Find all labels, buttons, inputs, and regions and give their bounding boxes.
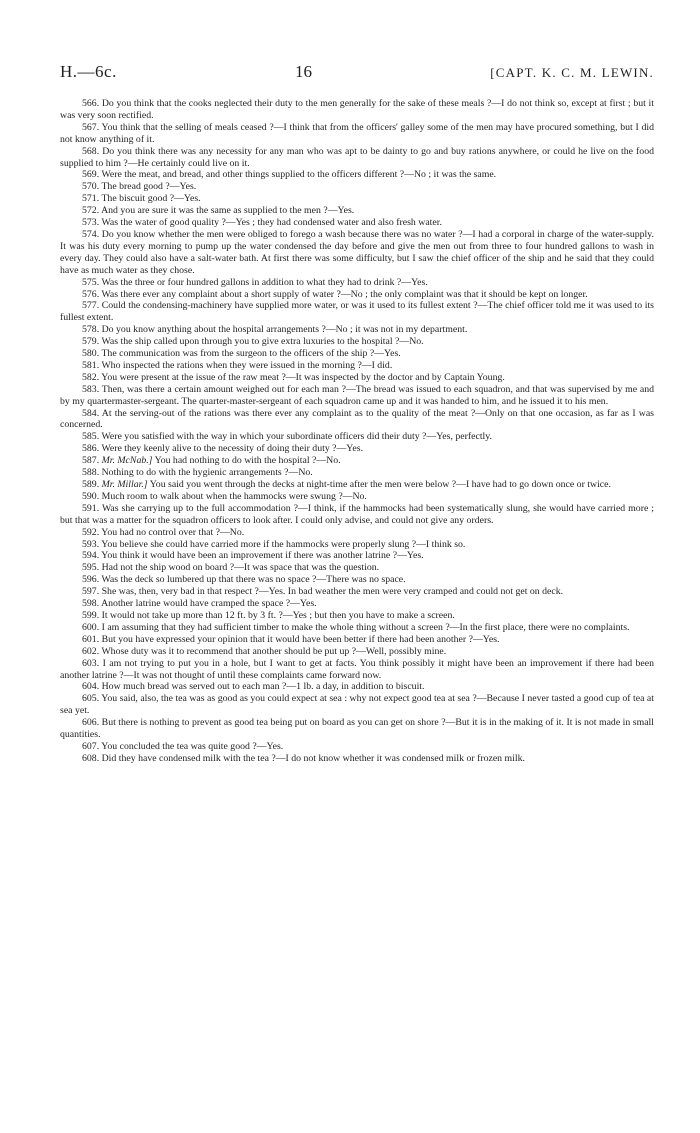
question-number: 591. xyxy=(82,502,100,514)
question-and-answer-text: It would not take up more than 12 ft. by 3 ft. ?—Yes ; but then you have to make a screen. xyxy=(101,609,455,621)
question-paragraph xyxy=(60,217,654,229)
question-and-answer-text: Do you know whether the men were obliged to forego a wash because there was no water ?—I had a corporal in charge of the water-supply. It was his duty every morning to pump up the water condensed the day before and give the men out from three to four hundred gallons to wash in every day. They could also have a salt-water bath. At first there was some difficulty, but I saw the chief officer of the ship and he said that they could have as much water as they chose. xyxy=(60,228,654,276)
question-and-answer-text: You were present at the issue of the raw meat ?—It was inspected by the doctor and by Captain Young. xyxy=(101,371,505,383)
question-number: 596. xyxy=(82,574,100,586)
question-paragraph xyxy=(60,622,654,634)
question-and-answer-text: You believe she could have carried more if the hammocks were properly slung ?—I think so. xyxy=(101,538,466,550)
question-paragraph xyxy=(60,193,654,205)
question-and-answer-text: Could the condensing-machinery have supplied more water, or was it used to its fullest extent ?—The chief officer told me it was used to its fullest extent. xyxy=(60,300,654,324)
question-paragraph xyxy=(60,122,654,146)
question-and-answer-text: Do you think that the cooks neglected their duty to the men generally for the sake of these meals ?—I do not think so, except at first ; but it was very soon rectified. xyxy=(60,98,654,121)
question-paragraph xyxy=(60,753,654,765)
question-paragraph xyxy=(60,348,654,360)
question-paragraph xyxy=(60,634,654,646)
question-number: 573. xyxy=(82,217,100,229)
question-paragraph xyxy=(60,693,654,717)
question-number: 586. xyxy=(82,443,100,455)
question-and-answer-text: I am assuming that they had sufficient timber to make the whole thing without a screen ?—In the first place, there were no complaints. xyxy=(101,621,630,633)
question-number: 583. xyxy=(82,383,100,395)
question-paragraph xyxy=(60,229,654,277)
question-number: 571. xyxy=(82,193,100,205)
question-paragraph xyxy=(60,539,654,551)
question-number: 587. xyxy=(82,455,100,467)
question-and-answer-text: You said you went through the decks at night-time after the men were below ?—I have had to go down once or twice. xyxy=(149,479,611,490)
question-and-answer-text: But there is nothing to prevent as good tea being put on board as you can get on shore ?—But it is in the making of it. It is not made in small quantities. xyxy=(60,717,654,741)
question-paragraph xyxy=(60,372,654,384)
question-number: 594. xyxy=(82,550,100,562)
question-and-answer-text: Nothing to do with the hygienic arrangements ?—No. xyxy=(101,467,313,479)
question-and-answer-text: You think it would have been an improvement if there was another latrine ?—Yes. xyxy=(101,550,424,562)
question-paragraph xyxy=(60,205,654,217)
question-number: 579. xyxy=(82,336,100,348)
question-number: 568. xyxy=(82,145,100,157)
question-and-answer-text: Was the water of good quality ?—Yes ; they had condensed water and also fresh water. xyxy=(101,217,442,229)
question-and-answer-text: Do you know anything about the hospital arrangements ?—No ; it was not in my department. xyxy=(101,324,468,336)
question-number: 566. xyxy=(82,98,100,109)
question-number: 602. xyxy=(82,645,100,657)
question-paragraph xyxy=(60,98,654,122)
question-and-answer-text: Was the three or four hundred gallons in addition to what they had to drink ?—Yes. xyxy=(101,276,428,288)
question-number: 580. xyxy=(82,348,100,360)
question-number: 598. xyxy=(82,598,100,610)
question-number: 590. xyxy=(82,490,100,502)
question-paragraph xyxy=(60,586,654,598)
question-and-answer-text: Was she carrying up to the full accommodation ?—I think, if the hammocks had been systematically slung, she would have carried more ; but that was a matter for the squadron officers to look after. I could only advise, and could not give any orders. xyxy=(60,502,654,526)
question-number: 595. xyxy=(82,562,100,574)
question-number: 569. xyxy=(82,169,100,181)
question-paragraph xyxy=(60,598,654,610)
speaker-name: Mr. McNab.] xyxy=(101,455,153,467)
question-and-answer-text: The biscuit good ?—Yes. xyxy=(101,193,201,205)
question-number: 578. xyxy=(82,324,100,336)
question-and-answer-text: You had no control over that ?—No. xyxy=(101,526,245,538)
question-number: 567. xyxy=(82,121,100,133)
question-paragraph xyxy=(60,300,654,324)
question-number: 581. xyxy=(82,359,100,371)
question-paragraph xyxy=(60,384,654,408)
question-and-answer-text: The communication was from the surgeon to the officers of the ship ?—Yes. xyxy=(101,348,401,360)
question-paragraph xyxy=(60,146,654,170)
question-paragraph xyxy=(60,169,654,181)
question-and-answer-text: Who inspected the rations when they were issued in the morning ?—I did. xyxy=(101,359,393,371)
question-paragraph xyxy=(60,610,654,622)
question-and-answer-text: Were you satisfied with the way in which your subordinate officers did their duty ?—Yes, perfectly. xyxy=(101,431,492,443)
question-and-answer-text: Was there ever any complaint about a short supply of water ?—No ; the only complaint was that it should be kept on longer. xyxy=(101,288,588,300)
question-number: 603. xyxy=(82,657,100,669)
question-paragraph xyxy=(60,550,654,562)
question-number: 589. xyxy=(82,479,100,490)
question-paragraph xyxy=(60,336,654,348)
question-number: 604. xyxy=(82,681,100,693)
question-and-answer-text: Were the meat, and bread, and other things supplied to the officers different ?—No ; it was the same. xyxy=(101,169,497,181)
question-and-answer-text: You had nothing to do with the hospital ?—No. xyxy=(154,455,341,467)
question-number: 606. xyxy=(82,717,100,729)
question-and-answer-text: Were they keenly alive to the necessity of doing their duty ?—Yes. xyxy=(101,443,364,455)
page-number: 16 xyxy=(295,62,313,81)
question-number: 570. xyxy=(82,181,100,193)
question-and-answer-text: How much bread was served out to each man ?—1 lb. a day, in addition to biscuit. xyxy=(101,681,425,693)
question-paragraph xyxy=(60,181,654,193)
testimony-body xyxy=(60,98,654,765)
question-number: 582. xyxy=(82,371,100,383)
document-reference: H.—6c. xyxy=(60,62,117,81)
question-and-answer-text: But you have expressed your opinion that it would have been better if there had been another ?—Yes. xyxy=(101,633,500,645)
question-paragraph xyxy=(60,562,654,574)
question-and-answer-text: You think that the selling of meals ceased ?—I think that from the officers' galley some of the men may have procured something, but I did not know anything of it. xyxy=(60,121,654,145)
question-and-answer-text: Did they have condensed milk with the tea ?—I do not know whether it was condensed milk or frozen milk. xyxy=(101,752,525,764)
question-paragraph xyxy=(60,443,654,455)
question-paragraph xyxy=(60,289,654,301)
question-number: 572. xyxy=(82,205,100,217)
question-and-answer-text: Much room to walk about when the hammocks were swung ?—No. xyxy=(101,490,367,502)
question-and-answer-text: At the serving-out of the rations was there ever any complaint as to the quality of the meat ?—Only on that one occasion, as far as I was concerned. xyxy=(60,407,654,431)
question-paragraph xyxy=(60,503,654,527)
question-number: 592. xyxy=(82,526,100,538)
question-number: 607. xyxy=(82,740,100,752)
question-and-answer-text: The bread good ?—Yes. xyxy=(101,181,197,193)
question-paragraph xyxy=(60,717,654,741)
question-number: 600. xyxy=(82,621,100,633)
question-number: 601. xyxy=(82,633,100,645)
question-paragraph xyxy=(60,324,654,336)
question-paragraph xyxy=(60,467,654,479)
page-header xyxy=(60,62,654,92)
question-number: 574. xyxy=(82,228,100,240)
question-paragraph xyxy=(60,360,654,372)
question-paragraph xyxy=(60,646,654,658)
question-paragraph xyxy=(60,658,654,682)
question-and-answer-text: And you are sure it was the same as supplied to the men ?—Yes. xyxy=(101,205,355,217)
question-and-answer-text: I am not trying to put you in a hole, but I want to get at facts. You think possibly it might have been an improvement if there had been another latrine ?—It was not thought of until these complaints came forward now. xyxy=(60,657,654,681)
question-number: 597. xyxy=(82,586,100,598)
question-and-answer-text: You concluded the tea was quite good ?—Yes. xyxy=(101,740,284,752)
question-paragraph xyxy=(60,527,654,539)
question-and-answer-text: Was the ship called upon through you to give extra luxuries to the hospital ?—No. xyxy=(101,336,424,348)
question-paragraph xyxy=(60,681,654,693)
question-paragraph xyxy=(60,491,654,503)
question-number: 608. xyxy=(82,752,100,764)
question-paragraph xyxy=(60,277,654,289)
question-number: 585. xyxy=(82,431,100,443)
question-number: 593. xyxy=(82,538,100,550)
question-and-answer-text: Do you think there was any necessity for any man who was apt to be dainty to go and buy rations anywhere, or could he live on the food supplied to him ?—He certainly could live on it. xyxy=(60,145,654,169)
question-number: 599. xyxy=(82,609,100,621)
question-paragraph xyxy=(60,574,654,586)
question-and-answer-text: Whose duty was it to recommend that another should be put up ?—Well, possibly mine. xyxy=(101,645,447,657)
speaker-name: Mr. Millar.] xyxy=(101,479,148,490)
question-and-answer-text: Then, was there a certain amount weighed out for each man ?—The bread was issued to each squadron, and that was supervised by me and by my quartermaster-sergeant. The quarter-master-sergeant of each squadron came up and it was handed to him, and he issued it to his men. xyxy=(60,383,655,407)
question-number: 575. xyxy=(82,276,100,288)
question-number: 584. xyxy=(82,407,100,419)
witness-name: [CAPT. K. C. M. LEWIN. xyxy=(490,65,654,80)
question-paragraph xyxy=(60,455,654,467)
question-and-answer-text: Another latrine would have cramped the space ?—Yes. xyxy=(101,598,317,610)
question-paragraph xyxy=(60,431,654,443)
question-and-answer-text: You said, also, the tea was as good as you could expect at sea : why not expect good tea at sea ?—Because I never tasted a good cup of tea at sea yet. xyxy=(60,693,654,717)
question-number: 588. xyxy=(82,467,100,479)
question-and-answer-text: Was the deck so lumbered up that there was no space ?—There was no space. xyxy=(101,574,406,586)
question-paragraph xyxy=(60,741,654,753)
question-and-answer-text: She was, then, very bad in that respect ?—Yes. In bad weather the men were very cramped and could not get on deck. xyxy=(101,586,564,598)
question-number: 605. xyxy=(82,693,100,705)
question-and-answer-text: Had not the ship wood on board ?—It was space that was the question. xyxy=(101,562,380,574)
question-paragraph xyxy=(60,408,654,432)
question-paragraph xyxy=(60,479,654,491)
question-number: 577. xyxy=(82,300,100,312)
question-number: 576. xyxy=(82,288,100,300)
